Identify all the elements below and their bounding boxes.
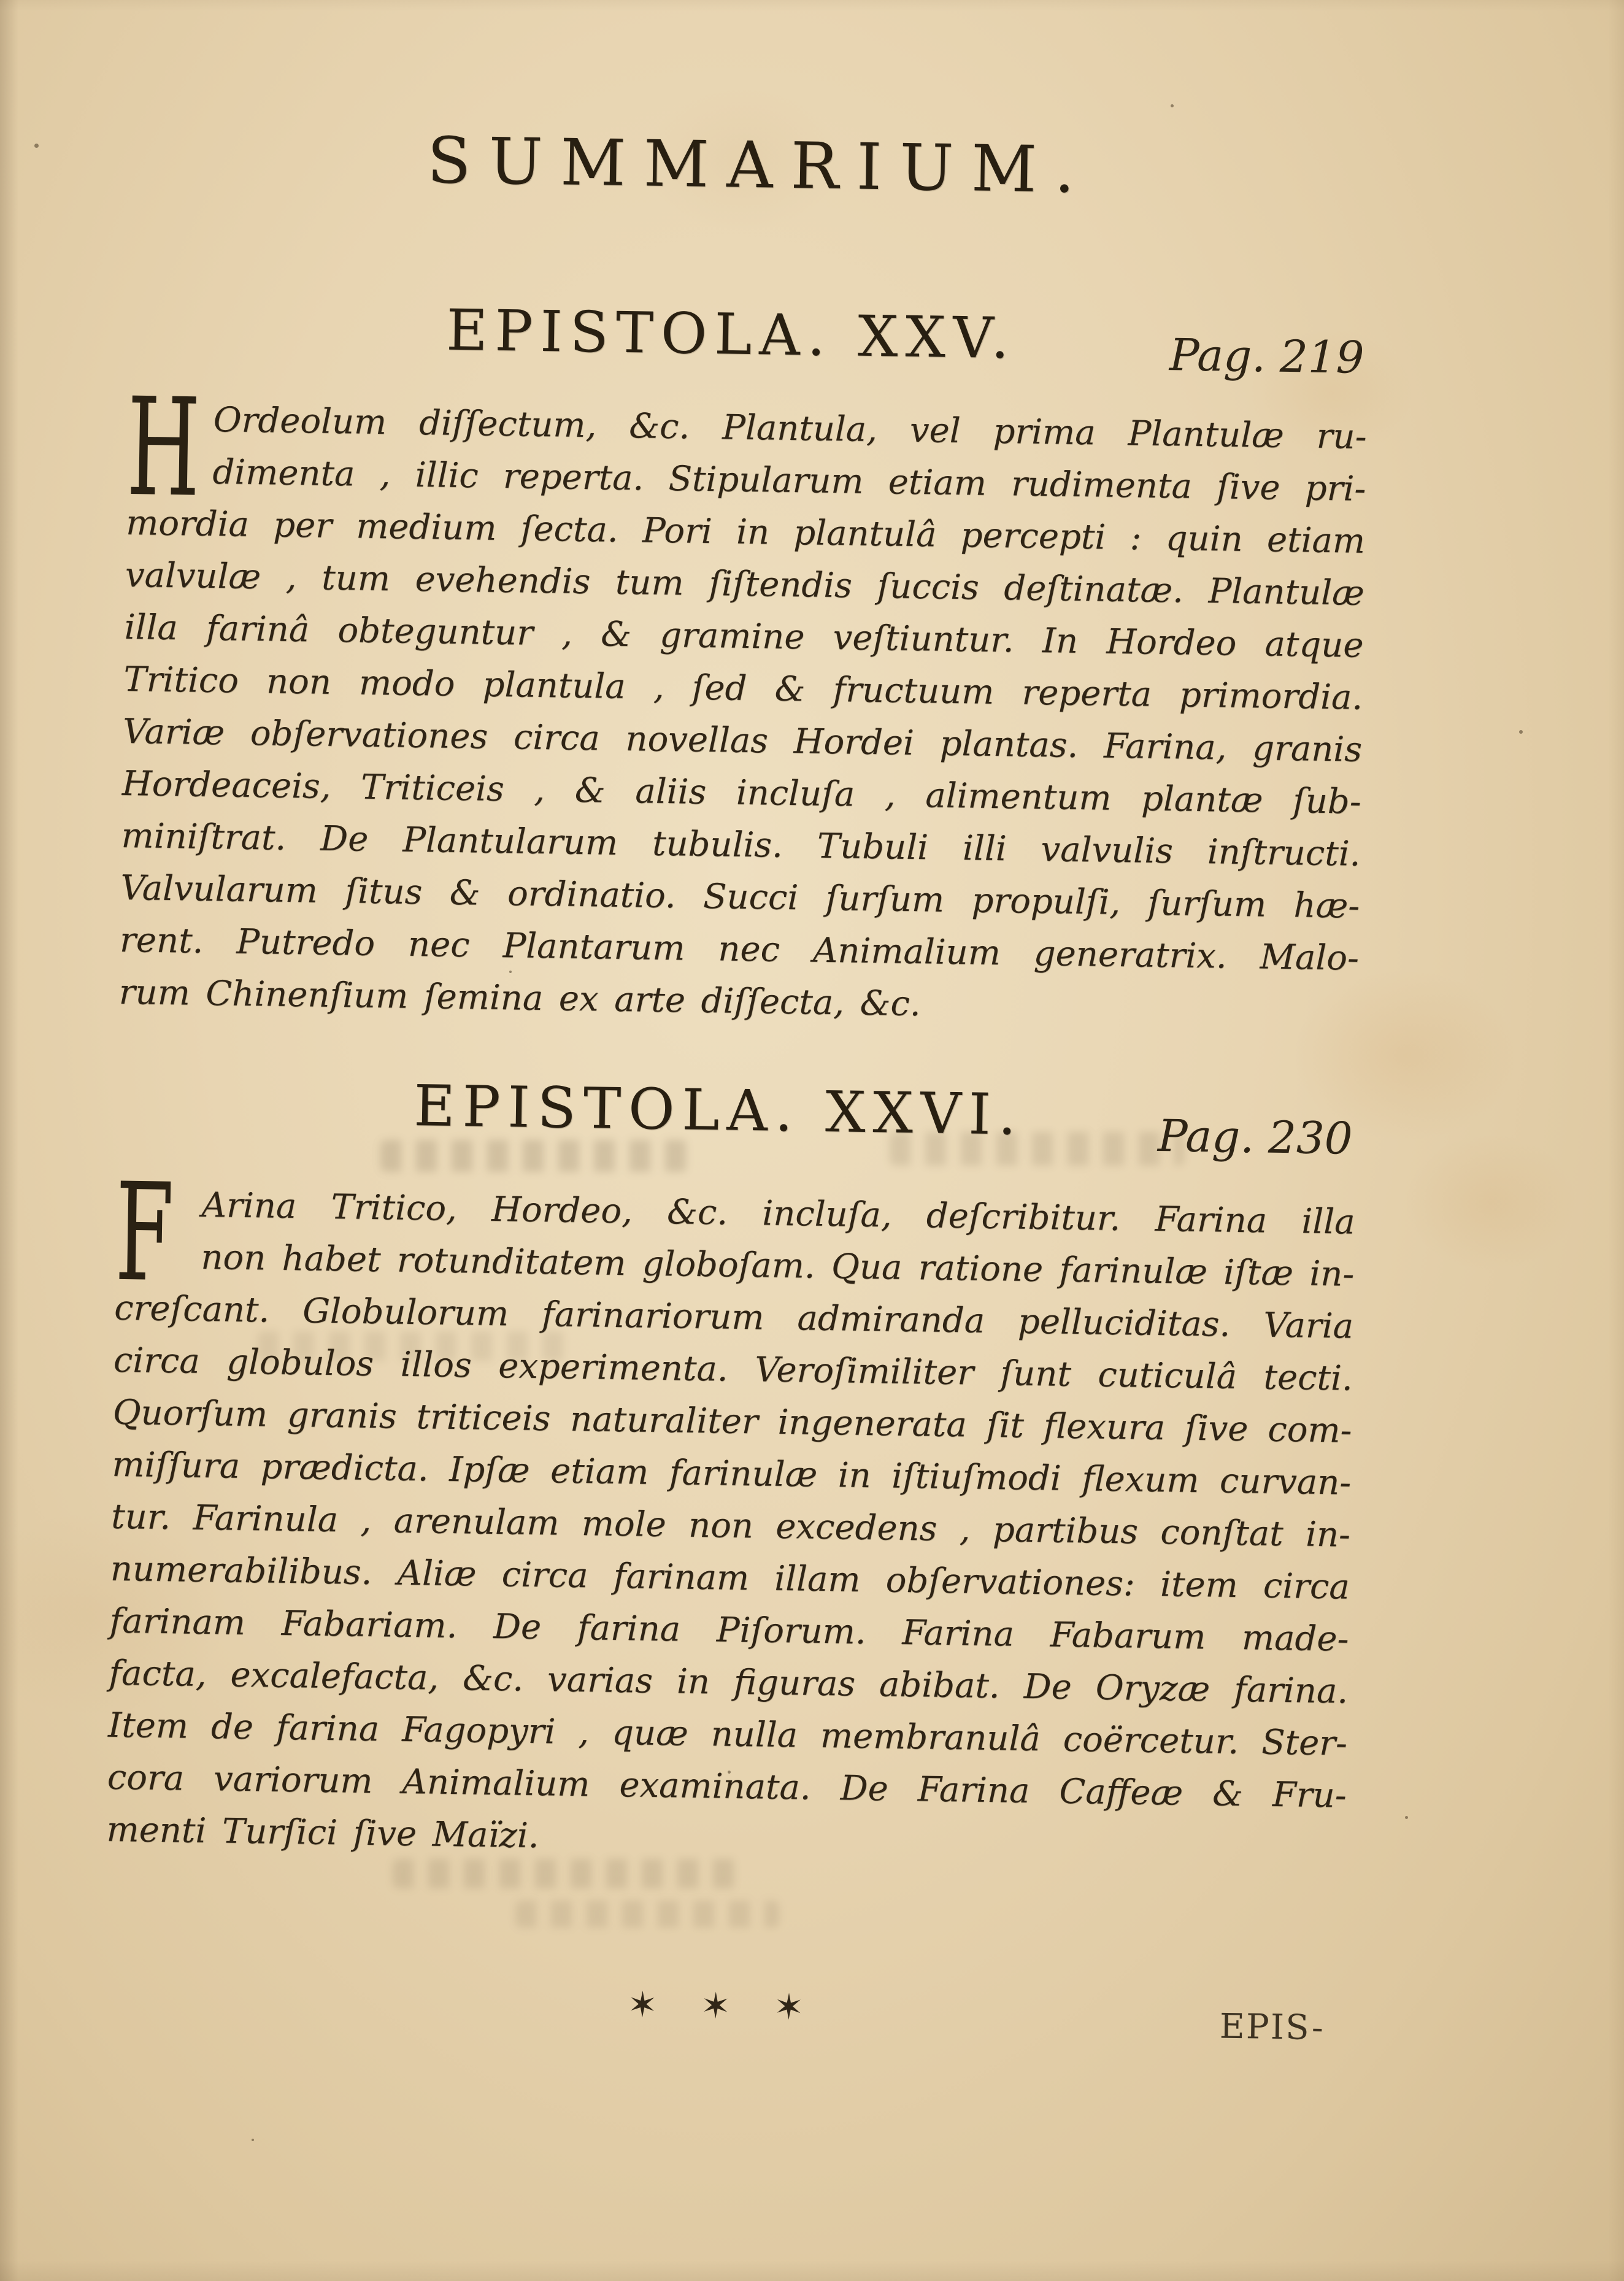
text-line: rum Chinenſium ſemina ex arte diſſecta, &c. xyxy=(118,972,922,1024)
text-line: tur. Farinula , arenulam mole non excedens , partibus conſtat in- xyxy=(110,1496,1351,1555)
paper-speck xyxy=(1405,1816,1408,1819)
text-line: Ordeolum diſſectum, &c. Plantula, vel prima Plantulæ ru- xyxy=(213,399,1368,457)
paper-speck xyxy=(1171,104,1174,107)
paper-speck xyxy=(34,144,39,148)
epistle-26-summary xyxy=(106,1153,1356,1874)
text-line: Hordeaceis, Triticeis , & aliis incluſa , alimentum plantæ ſub- xyxy=(121,763,1362,822)
page-title: SUMMARIUM. xyxy=(426,123,1093,208)
text-line: Arina Tritico, Hordeo, &c. incluſa, deſcribitur. Farina illa xyxy=(201,1185,1356,1242)
asterisk-ornament: ✶ ✶ ✶ xyxy=(627,1983,820,2028)
text-line: Tritico non modo plantula , ſed & fructuum reperta primordia. xyxy=(123,659,1363,718)
epistle-26-page-ref: Pag. 230 xyxy=(1157,1109,1353,1164)
text-line: mordia per medium ſecta. Pori in plantulâ percepti : quin etiam xyxy=(125,502,1366,561)
page-content xyxy=(104,120,1371,2048)
drop-cap-f: F xyxy=(114,1153,175,1312)
text-line: valvulæ , tum evehendis tum ſiſtendis ſuccis deſtinatæ. Plantulæ xyxy=(125,555,1365,614)
epistle-26-heading-row xyxy=(117,1070,1357,1164)
text-line: creſcant. Globulorum farinariorum admiranda pelluciditas. Varia xyxy=(114,1288,1354,1347)
paper-speck xyxy=(1519,730,1523,734)
text-line: cora variorum Animalium examinata. De Farina Caffeæ & Fru- xyxy=(107,1757,1347,1816)
text-line: facta, excalefacta, &c. varias in figuras abibat. De Oryzæ farina. xyxy=(108,1653,1349,1712)
text-line: Variæ obſervationes circa novellas Hordei plantas. Farina, granis xyxy=(122,711,1363,770)
text-line: Item de farina Fagopyri , quæ nulla membranulâ coërcetur. Ster- xyxy=(107,1705,1348,1764)
text-line: numerabilibus. Aliæ circa farinam illam obſervationes: item circa xyxy=(110,1548,1350,1607)
text-line: circa globulos illos experimenta. Veroſimiliter ſunt cuticulâ tecti. xyxy=(113,1340,1353,1399)
text-line: miſſura prædicta. Ipſæ etiam farinulæ in iſtiuſmodi flexum curvan- xyxy=(111,1444,1352,1503)
text-line: non habet rotunditatem globoſam. Qua ratione farinulæ iſtæ in- xyxy=(201,1237,1355,1294)
catchword: EPIS- xyxy=(1219,2006,1325,2048)
epistle-25-page-ref: Pag. 219 xyxy=(1169,328,1365,383)
text-line: farinam Fabariam. De farina Piſorum. Farina Fabarum made- xyxy=(109,1601,1349,1660)
epistle-26-heading: EPISTOLA. XXVI. xyxy=(413,1072,1024,1148)
text-line: illa farinâ obteguntur , & gramine veſtiuntur. In Hordeo atque xyxy=(124,607,1364,666)
text-line: Quorſum granis triticeis naturaliter ingenerata ſit flexura ſive com- xyxy=(112,1392,1353,1451)
epistle-25-summary xyxy=(118,368,1368,1037)
text-line: menti Turſici ſive Maïzi. xyxy=(106,1809,540,1856)
paper-speck xyxy=(252,2139,254,2141)
text-line: rent. Putredo nec Plantarum nec Animalium generatrix. Malo- xyxy=(119,920,1360,979)
epistle-25-heading-row xyxy=(128,294,1368,383)
text-line: dimenta , illic reperta. Stipularum etiam rudimenta ſive pri- xyxy=(212,452,1366,509)
text-line: miniſtrat. De Plantularum tubulis. Tubuli illi valvulis inſtructi. xyxy=(121,815,1361,874)
text-line: Valvularum ſitus & ordinatio. Succi ſurſum propulſi, ſurſum hæ- xyxy=(120,867,1360,926)
epistle-25-heading: EPISTOLA. XXV. xyxy=(445,297,1017,372)
drop-cap-h: H xyxy=(126,368,201,527)
